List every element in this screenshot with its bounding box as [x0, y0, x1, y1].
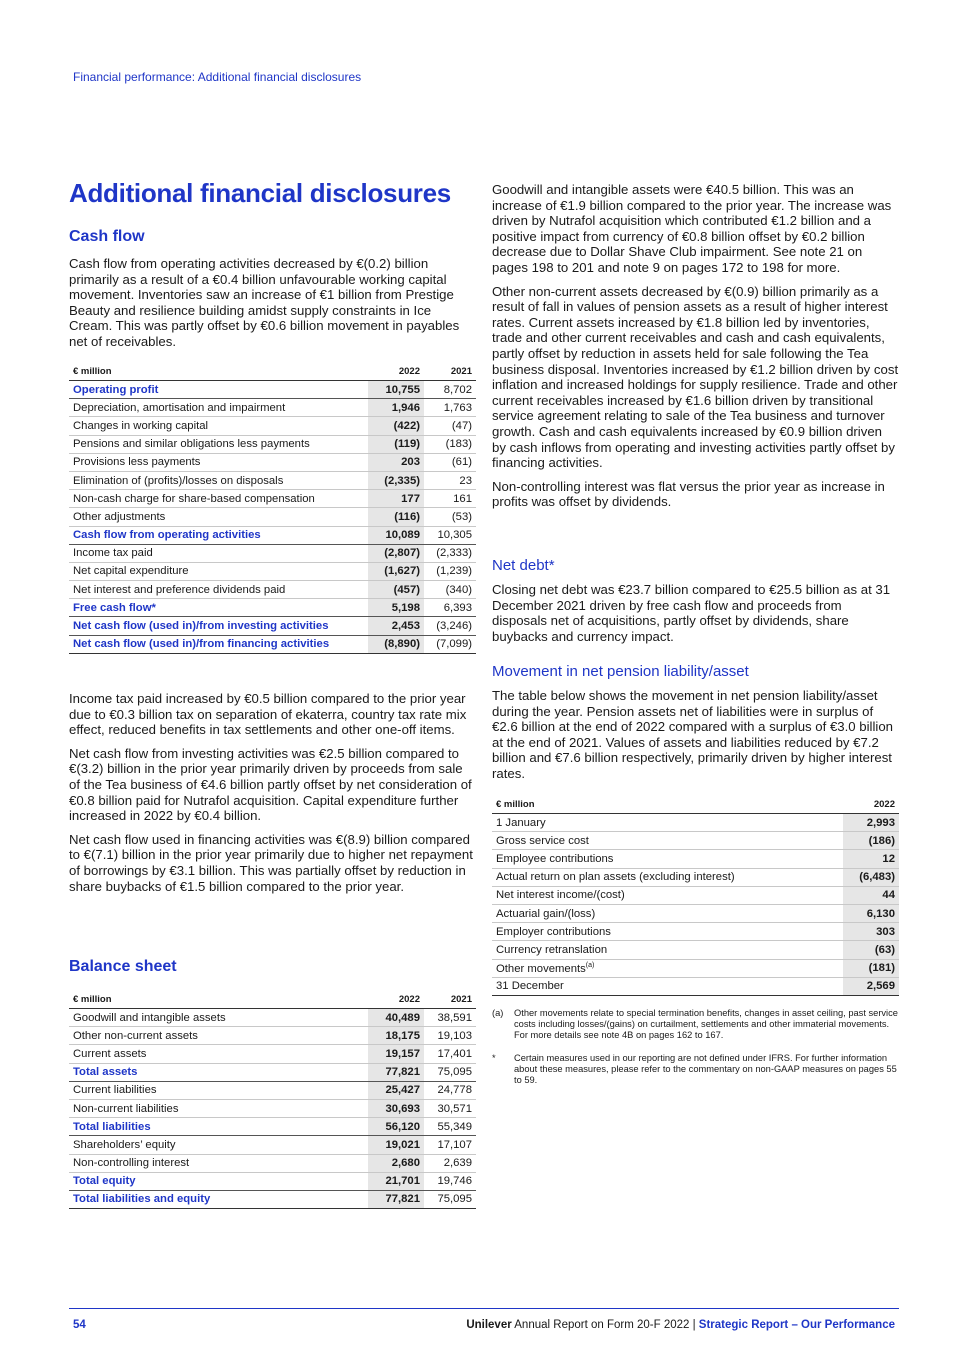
value-2021: (183) — [424, 435, 476, 453]
table-row — [492, 923, 899, 941]
row-label: Total assets — [69, 1063, 368, 1081]
row-label: Free cash flow* — [69, 599, 368, 617]
breadcrumb: Financial performance: Additional financial disclosures — [73, 70, 362, 84]
row-label: Other non-current assets — [69, 1027, 368, 1045]
column-header: 2022 — [843, 796, 899, 814]
value-2022: 56,120 — [368, 1118, 424, 1136]
row-label: Depreciation, amortisation and impairment — [69, 399, 368, 417]
row-label: Currency retranslation — [492, 941, 843, 959]
financing-paragraph: Net cash flow used in financing activities was €(8.9) billion compared to €(7.1) billion in the prior year primarily due to higher net repayment of borrowings by €3.1 billion. This was partially offset by reduction in share buybacks of €1.5 billion compared to the prior year. — [69, 831, 473, 894]
value-2022: 19,021 — [368, 1136, 424, 1154]
row-label: Net interest income/(cost) — [492, 886, 843, 904]
value-2021: 30,571 — [424, 1099, 476, 1117]
table-row — [69, 635, 476, 653]
table-row — [69, 544, 476, 562]
cash-flow-commentary — [69, 691, 476, 894]
row-label: Cash flow from operating activities — [69, 526, 368, 544]
column-header: 2022 — [368, 991, 424, 1009]
value-2021: 6,393 — [424, 599, 476, 617]
row-label: Provisions less payments — [69, 453, 368, 471]
row-label: Employee contributions — [492, 850, 843, 868]
balance-sheet-heading: Balance sheet — [69, 958, 177, 975]
value-2021: 10,305 — [424, 526, 476, 544]
non-current-assets-paragraph: Other non-current assets decreased by €(0.9) billion primarily as a result of fall in values of pension assets as a result of higher interest rates. Current assets increased by €1.8 billion led by inventories, trade and other current receivables and cash and cash equivalents, partly offset by reduction in assets held for sale following the Tea business disposal. Inventories increased by €1.2 billion driven by cost inflation and increased holdings for supply resilience. Trade and other current receivables increased by €1.6 billion driven by transitional service agreement relating to sale of the Tea business and turnover growth. Cash and cash equivalents increased by €0.9 billion driven by cash inflows from operating and investing activities partly offset by financing activities. — [492, 283, 899, 471]
balance-sheet-table-wrap — [69, 991, 476, 1209]
value-2022: (186) — [843, 832, 899, 850]
pension-section — [492, 663, 899, 782]
row-label: Current assets — [69, 1045, 368, 1063]
net-debt-section — [492, 557, 899, 644]
row-label: Elimination of (profits)/losses on disposals — [69, 471, 368, 489]
cash-flow-section — [69, 228, 476, 350]
value-2022: 2,993 — [843, 814, 899, 832]
table-row — [69, 599, 476, 617]
row-label: Total liabilities and equity — [69, 1190, 368, 1208]
value-2021: (3,246) — [424, 617, 476, 635]
value-2022: 18,175 — [368, 1027, 424, 1045]
value-2021: 8,702 — [424, 381, 476, 399]
table-row — [69, 471, 476, 489]
page-number: 54 — [73, 1319, 86, 1331]
value-2022: (6,483) — [843, 868, 899, 886]
footer-section-link[interactable]: Strategic Report – Our Performance — [698, 1319, 895, 1331]
row-label: Employer contributions — [492, 923, 843, 941]
value-2021: 38,591 — [424, 1009, 476, 1027]
balance-sheet-table — [69, 991, 476, 1209]
cash-flow-table — [69, 363, 476, 654]
footnote-a — [492, 1008, 899, 1041]
row-label: Shareholders’ equity — [69, 1136, 368, 1154]
row-label: Total liabilities — [69, 1118, 368, 1136]
table-row — [69, 435, 476, 453]
row-label: Current liabilities — [69, 1081, 368, 1099]
value-2021: 17,107 — [424, 1136, 476, 1154]
net-debt-heading: Net debt* — [492, 557, 555, 574]
table-row — [69, 381, 476, 399]
table-row — [69, 1063, 476, 1081]
table-row — [492, 941, 899, 959]
value-2022: (119) — [368, 435, 424, 453]
value-2021: 2,639 — [424, 1154, 476, 1172]
row-label: Net interest and preference dividends paid — [69, 581, 368, 599]
table-row — [492, 977, 899, 995]
table-row — [69, 617, 476, 635]
footnote-text: Certain measures used in our reporting are not defined under IFRS. For further information about these measures, please refer to the commentary on non-GAAP measures on pages 55 to 59. — [514, 1053, 897, 1085]
footer-divider — [69, 1308, 899, 1309]
cash-flow-table-wrap — [69, 363, 476, 654]
column-header: € million — [69, 991, 368, 1009]
value-2022: (8,890) — [368, 635, 424, 653]
table-row — [69, 1027, 476, 1045]
goodwill-paragraph: Goodwill and intangible assets were €40.5 billion. This was an increase of €1.9 billion compared to the prior year. The increase was driven by Nutrafol acquisition which contributed €1.2 billion and a positive impact from currency of €0.8 billion offset by €0.2 billion decrease due to Dollar Shave Club impairment. See note 21 on pages 198 to 201 and note 9 on pages 172 to 198 for more. — [492, 182, 892, 275]
table-row — [492, 814, 899, 832]
table-row — [492, 832, 899, 850]
value-2022: 21,701 — [368, 1172, 424, 1190]
table-row — [69, 1045, 476, 1063]
row-label: Net cash flow (used in)/from investing activities — [69, 617, 368, 635]
row-label: Pensions and similar obligations less payments — [69, 435, 368, 453]
value-2022: 19,157 — [368, 1045, 424, 1063]
value-2021: (53) — [424, 508, 476, 526]
value-2021: (7,099) — [424, 635, 476, 653]
value-2022: 44 — [843, 886, 899, 904]
value-2021: 1,763 — [424, 399, 476, 417]
footnote-star — [492, 1053, 899, 1086]
net-debt-paragraph: Closing net debt was €23.7 billion compared to €25.5 billion as at 31 December 2021 driven by free cash flow and proceeds from disposals net of acquisitions, partly offset by dividends, share buybacks and currency impact. — [492, 582, 891, 644]
value-2022: (2,807) — [368, 544, 424, 562]
table-row — [69, 399, 476, 417]
value-2022: (116) — [368, 508, 424, 526]
value-2022: 10,755 — [368, 381, 424, 399]
footnote-text: Other movements relate to special termination benefits, changes in asset ceiling, past service costs including losses/(gains) on curtailment, settlements and other immaterial movements. For more details see note 4B on pages 162 to 167. — [514, 1008, 898, 1040]
value-2022: 2,453 — [368, 617, 424, 635]
value-2022: 6,130 — [843, 904, 899, 922]
row-label: Net capital expenditure — [69, 562, 368, 580]
cash-flow-heading: Cash flow — [69, 228, 145, 245]
column-header: 2021 — [424, 991, 476, 1009]
row-label: Changes in working capital — [69, 417, 368, 435]
value-2021: 24,778 — [424, 1081, 476, 1099]
column-header: € million — [69, 363, 368, 381]
table-row — [69, 1172, 476, 1190]
page-title: Additional financial disclosures — [69, 178, 451, 208]
row-label: Net cash flow (used in)/from financing activities — [69, 635, 368, 653]
value-2021: (47) — [424, 417, 476, 435]
table-row — [69, 1136, 476, 1154]
row-label: Actual return on plan assets (excluding interest) — [492, 868, 843, 886]
value-2022: 30,693 — [368, 1099, 424, 1117]
table-row — [69, 581, 476, 599]
row-label: Total equity — [69, 1172, 368, 1190]
column-header: 2022 — [368, 363, 424, 381]
footnote-marker: * — [492, 1053, 496, 1063]
value-2022: 2,680 — [368, 1154, 424, 1172]
table-row — [69, 490, 476, 508]
table-row — [492, 959, 899, 977]
table-row — [69, 1009, 476, 1027]
value-2022: 40,489 — [368, 1009, 424, 1027]
value-2021: (340) — [424, 581, 476, 599]
footnote-reference: (a) — [585, 961, 595, 969]
column-header: € million — [492, 796, 843, 814]
cash-flow-intro: Cash flow from operating activities decreased by €(0.2) billion primarily as a result of a €0.4 billion unfavourable working capital movement. Inventories saw an increase of €1 billion from Prestige Beauty and resilience building amidst supply constraints in Ice Cream. This was partly offset by €0.6 billion movement in payables net of receivables. — [69, 256, 460, 349]
row-label: Actuarial gain/(loss) — [492, 904, 843, 922]
column-header: 2021 — [424, 363, 476, 381]
value-2022: (2,335) — [368, 471, 424, 489]
footer-title — [466, 1319, 895, 1331]
value-2022: 77,821 — [368, 1063, 424, 1081]
table-row — [69, 562, 476, 580]
pension-table — [492, 796, 899, 996]
value-2022: 10,089 — [368, 526, 424, 544]
investing-paragraph: Net cash flow from investing activities was €2.5 billion compared to €(3.2) billion in the prior year primarily driven by proceeds from sale of the Tea business of €4.6 billion partly offset by net consideration of €0.8 billion paid for Nutrafol acquisition. Capital expenditure further increased in 2022 by €0.4 billion. — [69, 745, 472, 824]
value-2022: (422) — [368, 417, 424, 435]
table-row — [69, 526, 476, 544]
value-2021: (61) — [424, 453, 476, 471]
row-label: Gross service cost — [492, 832, 843, 850]
value-2022: 303 — [843, 923, 899, 941]
row-label: Operating profit — [69, 381, 368, 399]
value-2021: (2,333) — [424, 544, 476, 562]
table-row — [69, 1118, 476, 1136]
table-row — [69, 1081, 476, 1099]
value-2021: 17,401 — [424, 1045, 476, 1063]
balance-sheet-section — [69, 958, 476, 976]
row-label: Non-cash charge for share-based compensation — [69, 490, 368, 508]
table-row — [492, 886, 899, 904]
pension-heading: Movement in net pension liability/asset — [492, 663, 749, 680]
row-label: Goodwill and intangible assets — [69, 1009, 368, 1027]
footnotes — [492, 1008, 899, 1093]
value-2021: 161 — [424, 490, 476, 508]
row-label: Other movements$^{(a)}$ — [492, 959, 843, 977]
value-2022: 25,427 — [368, 1081, 424, 1099]
value-2022: 177 — [368, 490, 424, 508]
table-row — [69, 1099, 476, 1117]
value-2022: (181) — [843, 959, 899, 977]
value-2021: 75,095 — [424, 1190, 476, 1208]
value-2021: (1,239) — [424, 562, 476, 580]
table-row — [492, 850, 899, 868]
table-row — [69, 453, 476, 471]
table-row — [492, 868, 899, 886]
income-tax-paragraph: Income tax paid increased by €0.5 billion compared to the prior year due to €0.3 billion tax on separation of ekaterra, country tax rate mix effect, reduced benefits in tax settlements and other one-off items. — [69, 691, 467, 738]
row-label: Other adjustments — [69, 508, 368, 526]
value-2022: (1,627) — [368, 562, 424, 580]
table-row — [492, 904, 899, 922]
value-2022: 5,198 — [368, 599, 424, 617]
row-label: Non-current liabilities — [69, 1099, 368, 1117]
value-2022: 77,821 — [368, 1190, 424, 1208]
footer-report: Annual Report on Form 20-F 2022 | — [511, 1319, 699, 1331]
value-2021: 19,103 — [424, 1027, 476, 1045]
row-label: Non-controlling interest — [69, 1154, 368, 1172]
row-label: 1 January — [492, 814, 843, 832]
value-2022: 2,569 — [843, 977, 899, 995]
row-label: Income tax paid — [69, 544, 368, 562]
pension-paragraph: The table below shows the movement in net pension liability/asset during the year. Pension assets net of liabilities were in surplus of €2.6 billion at the end of 2022 compared with a surplus of €3.0 billion at the end of 2021. Values of assets and liabilities reduced by €7.2 billion and €7.6 billion respectively, primarily driven by higher interest rates. — [492, 688, 894, 781]
footer-brand: Unilever — [466, 1319, 512, 1331]
value-2021: 19,746 — [424, 1172, 476, 1190]
value-2022: 1,946 — [368, 399, 424, 417]
table-row — [69, 417, 476, 435]
table-row — [69, 1154, 476, 1172]
value-2022: 203 — [368, 453, 424, 471]
value-2021: 55,349 — [424, 1118, 476, 1136]
row-label: 31 December — [492, 977, 843, 995]
table-row — [69, 1190, 476, 1208]
value-2021: 23 — [424, 471, 476, 489]
non-controlling-interest-paragraph: Non-controlling interest was flat versus the prior year as increase in profits was offset by dividends. — [492, 478, 885, 510]
table-row — [69, 508, 476, 526]
pension-table-wrap — [492, 796, 899, 996]
footnote-marker: (a) — [492, 1008, 504, 1018]
value-2021: 75,095 — [424, 1063, 476, 1081]
value-2022: 12 — [843, 850, 899, 868]
right-column-text — [492, 182, 899, 510]
value-2022: (63) — [843, 941, 899, 959]
value-2022: (457) — [368, 581, 424, 599]
